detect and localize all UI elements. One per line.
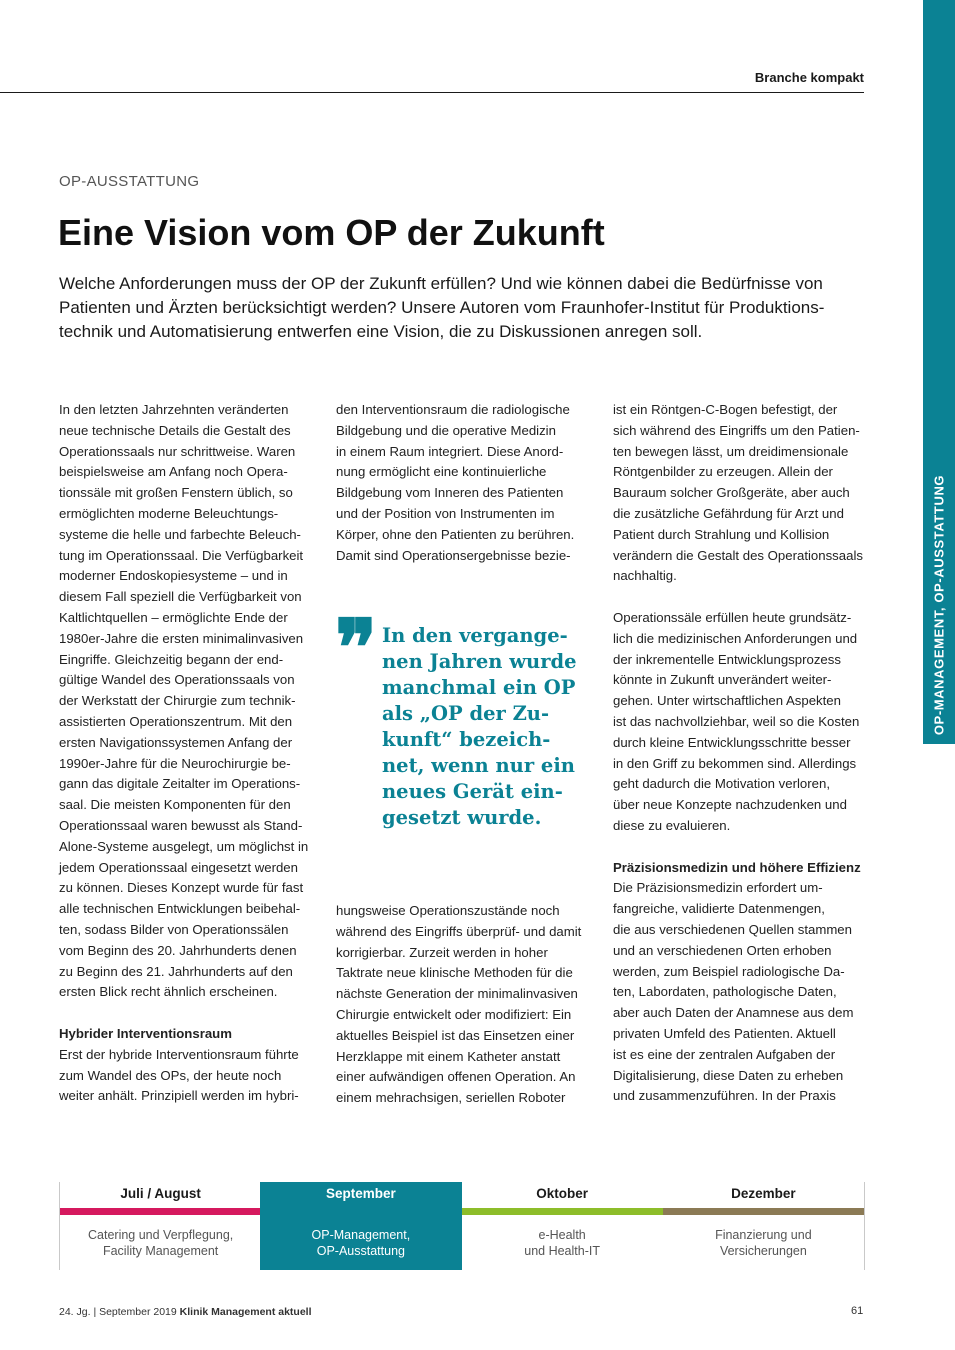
schedule-topic-line: Facility Management <box>102 1244 219 1258</box>
text-line: einem mehrachsigen, seriellen Roboter <box>336 1090 566 1106</box>
pull-quote-line: gesetzt wurde. <box>382 806 542 829</box>
schedule-column <box>260 1182 461 1270</box>
text-line: Operationssaals nur schrittweise. Waren <box>59 443 296 459</box>
schedule-color-bar <box>260 1208 461 1215</box>
text-line: den Interventionsraum die radiologische <box>336 402 570 417</box>
text-line: die aus verschiedenen Quellen stammen <box>613 921 852 937</box>
header-rule <box>0 92 864 93</box>
schedule-month: September <box>325 1186 396 1201</box>
text-line: alle technischen Entwicklungen beibehal- <box>59 901 301 917</box>
text-line: nachhaltig. <box>613 568 677 584</box>
text-column-2-bottom <box>336 901 581 1109</box>
schedule-column <box>59 1182 261 1270</box>
text-line: diese zu evaluieren. <box>613 817 731 833</box>
schedule-topic-line: OP-Ausstattung <box>316 1244 405 1258</box>
text-line: aktuelles Beispiel ist das Einsetzen einer <box>336 1027 575 1043</box>
schedule-color-bar <box>663 1208 864 1215</box>
schedule-topic-line: e-Health <box>538 1228 586 1242</box>
text-line: verändern die Gestalt des Operationssaals <box>613 547 863 563</box>
paragraph-gap <box>613 837 863 858</box>
text-line: moderner Endoskopiesysteme – und in <box>59 568 288 584</box>
header-section-label: Branche kompakt <box>754 70 864 85</box>
text-line: systeme die helle und farbechte Beleuch- <box>59 526 301 542</box>
text-line: tung im Operationssaal. Die Verfügbarkeit <box>59 547 304 563</box>
schedule-topic <box>462 1215 663 1259</box>
schedule-month: Juli / August <box>120 1186 201 1201</box>
text-line: lich die medizinischen Anforderungen und <box>613 630 858 646</box>
text-column-1 <box>59 400 308 1107</box>
text-line: sich während des Eingriffs um den Patien- <box>613 422 860 438</box>
paragraph-gap <box>613 587 863 608</box>
text-line: nung ermöglicht eine kontinuierliche <box>336 464 547 480</box>
text-line: weiter anhält. Prinzipiell werden im hybri- <box>59 1088 299 1104</box>
text-line: hungsweise Operationszustände noch <box>336 903 560 918</box>
text-line: neue technische Details die Gestalt des <box>59 422 291 438</box>
text-line: der inkrementelle Entwicklungsprozess <box>613 651 841 667</box>
paragraph-gap <box>59 1003 308 1024</box>
text-line: in den Griff zu bekommen sind. Allerdings <box>613 755 857 771</box>
text-line: beispielsweise am Anfang noch Opera- <box>59 464 288 480</box>
schedule-topic-line: Finanzierung und <box>715 1228 812 1242</box>
lead-line: Welche Anforderungen muss der OP der Zukunft erfüllen? Und wie können dabei die Bedürfnisse von <box>59 274 823 293</box>
text-line: Taktrate neue klinische Methoden für die <box>336 965 573 981</box>
text-line: Bauraum solcher Großgeräte, aber auch <box>613 485 850 501</box>
text-line: ten bewegen lässt, um dreidimensionale <box>613 443 849 459</box>
schedule-topic <box>260 1215 461 1259</box>
article-lead <box>59 272 874 344</box>
pull-quote-line: neues Gerät ein- <box>382 780 563 803</box>
text-line: fangreiche, validierte Datenmengen, <box>613 901 825 917</box>
text-line: In den letzten Jahrzehnten veränderten <box>59 402 289 417</box>
schedule-month: Dezember <box>731 1186 796 1201</box>
text-line: privaten Umfeld des Patienten. Aktuell <box>613 1025 836 1041</box>
text-line: und an verschiedenen Orten erhoben <box>613 942 832 958</box>
text-line: aber auch Daten der Anamnese aus dem <box>613 1005 854 1021</box>
text-line: Bildgebung vom Inneren des Patienten <box>336 485 564 501</box>
text-line: 1980er-Jahre die ersten minimalinvasiven <box>59 630 304 646</box>
text-line: Operationssäle erfüllen heute grundsätz- <box>613 609 852 625</box>
pull-quote-line: manchmal ein OP <box>382 676 576 699</box>
page-number: 61 <box>851 1305 864 1317</box>
text-line: diesem Fall speziell die Verfügbarkeit von <box>59 589 302 605</box>
text-line: zu können. Dieses Konzept wurde für fast <box>59 880 304 896</box>
text-line: in einem Raum integriert. Diese Anord- <box>336 443 564 459</box>
text-line: ersten Navigationssystemen Anfang der <box>59 734 293 750</box>
text-line: Herzklappe mit einem Katheter anstatt <box>336 1048 561 1064</box>
text-line: Patient durch Strahlung und Kollision <box>613 526 830 542</box>
schedule-color-bar <box>462 1208 663 1215</box>
text-line: Digitalisierung, diese Daten zu erheben <box>613 1067 844 1083</box>
text-line: Damit sind Operationsergebnisse bezie- <box>336 547 571 563</box>
text-column-2-top <box>336 400 574 566</box>
text-line: ermöglichten moderne Beleuchtungs- <box>59 505 279 521</box>
text-line: Kaltlichtquellen – ermöglichte Ende der <box>59 609 288 625</box>
text-line: Operationssaal waren bewusst als Stand- <box>59 817 303 833</box>
article-title: Eine Vision vom OP der Zukunft <box>58 212 605 253</box>
schedule-color-bar <box>60 1208 261 1215</box>
text-line: geht dadurch die Motivation verloren, <box>613 776 830 792</box>
schedule-topic-line: und Health-IT <box>524 1244 600 1258</box>
text-line: ten, sodass Bilder von Operationssälen <box>59 921 289 937</box>
text-line: der Werkstatt der Chirurgie zum technik- <box>59 693 296 709</box>
subheading: Präzisionsmedizin und höhere Effizienz <box>613 859 861 875</box>
text-column-3 <box>613 400 863 1107</box>
text-line: könnte in Zukunft unverändert weiter- <box>613 672 832 688</box>
subheading: Hybrider Interventionsraum <box>59 1025 232 1041</box>
text-line: durch kleine Entwicklungsschritte besser <box>613 734 851 750</box>
text-line: assistierten Operationszentrum. Mit den <box>59 713 293 729</box>
text-line: die zusätzliche Gefährdung für Arzt und <box>613 505 844 521</box>
text-line: gültige Wandel des Operationssaals von <box>59 672 295 688</box>
text-line: 1990er-Jahre für die Neurochirurgie be- <box>59 755 291 771</box>
schedule-topic-line: OP-Management, <box>311 1228 411 1242</box>
text-line: ist ein Röntgen-C-Bogen befestigt, der <box>613 402 838 417</box>
text-line: korrigierbar. Zurzeit werden in hoher <box>336 944 548 960</box>
text-line: gehen. Unter wirtschaftlichen Aspekten <box>613 693 841 709</box>
section-side-label: OP-MANAGEMENT, OP-AUSSTATTUNG <box>931 474 947 736</box>
text-line: zu Beginn des 21. Jahrhunderts auf den <box>59 963 293 979</box>
text-line: Bildgebung und die operative Medizin <box>336 422 556 438</box>
footer-publication: Klinik Management aktuell <box>179 1306 312 1318</box>
pull-quote-line: kunft“ bezeich- <box>382 728 551 751</box>
pull-quote-line: net, wenn nur ein <box>382 754 575 777</box>
text-line: einer aufwändigen offenen Operation. An <box>336 1069 576 1085</box>
text-line: ist es eine der zentralen Aufgaben der <box>613 1046 836 1062</box>
text-line: nächste Generation der minimalinvasiven <box>336 986 578 1002</box>
text-line: Eingriffe. Gleichzeitig begann der end- <box>59 651 284 667</box>
schedule-month: Oktober <box>536 1186 588 1201</box>
article-kicker: OP-AUSSTATTUNG <box>59 173 200 190</box>
text-line: und zusammenzuführen. In der Praxis <box>613 1088 836 1104</box>
text-line: zum Wandel des OPs, der heute noch <box>59 1067 282 1083</box>
text-line: vom Beginn des 20. Jahrhunderts denen <box>59 942 297 958</box>
schedule-topic-line: Versicherungen <box>719 1244 807 1258</box>
pull-quote-mark: ❞ <box>335 603 377 694</box>
text-line: Die Präzisionsmedizin erfordert um- <box>613 880 823 896</box>
schedule-topic-line: Catering und Verpflegung, <box>88 1228 234 1242</box>
text-line: über neue Konzepte nachzudenken und <box>613 797 847 813</box>
pull-quote-line: In den vergange- <box>382 624 568 647</box>
text-line: Chirurgie entwickelt oder modifiziert: Ein <box>336 1006 572 1022</box>
text-line: gann das digitale Zeitalter im Operations- <box>59 776 301 792</box>
text-line: werden, zum Beispiel radiologische Da- <box>613 963 845 979</box>
text-line: ist das nachvollziehbar, weil so die Kosten <box>613 713 860 729</box>
text-line: und der Position von Instrumenten im <box>336 505 555 521</box>
text-line: jedem Operationssaal eingesetzt werden <box>59 859 298 875</box>
pull-quote-line: als „OP der Zu- <box>382 702 550 725</box>
text-line: ten, Labordaten, pathologische Daten, <box>613 984 837 1000</box>
schedule-column <box>462 1182 663 1270</box>
text-line: Alone-Systeme ausgelegt, um möglichst in <box>59 838 309 854</box>
schedule-topic <box>663 1215 864 1259</box>
text-line: ersten Blick recht ähnlich erscheinen. <box>59 984 278 1000</box>
footer-issue-text: 24. Jg. | September 2019 <box>59 1306 177 1318</box>
footer-issue <box>59 1306 312 1318</box>
pull-quote-line: nen Jahren wurde <box>382 650 577 673</box>
schedule-column <box>663 1182 865 1270</box>
pull-quote <box>382 623 577 831</box>
text-line: saal. Die meisten Komponenten für den <box>59 797 291 813</box>
lead-line: Patienten und Ärzten berücksichtigt werden? Unsere Autoren vom Fraunhofer-Institut für Produktions- <box>59 298 825 317</box>
text-line: Röntgenbilder zu erzeugen. Allein der <box>613 464 833 480</box>
text-line: tionssäle mit großen Fenstern üblich, so <box>59 485 293 501</box>
lead-line: technik und Automatisierung entwerfen eine Vision, die zu Diskussionen anregen soll. <box>59 322 703 341</box>
text-line: Körper, ohne den Patienten zu berühren. <box>336 526 575 542</box>
schedule-topic <box>60 1215 261 1259</box>
text-line: Erst der hybride Interventionsraum führte <box>59 1046 299 1062</box>
text-line: während des Eingriffs überprüf- und damit <box>336 923 582 939</box>
editorial-schedule <box>59 1182 864 1272</box>
